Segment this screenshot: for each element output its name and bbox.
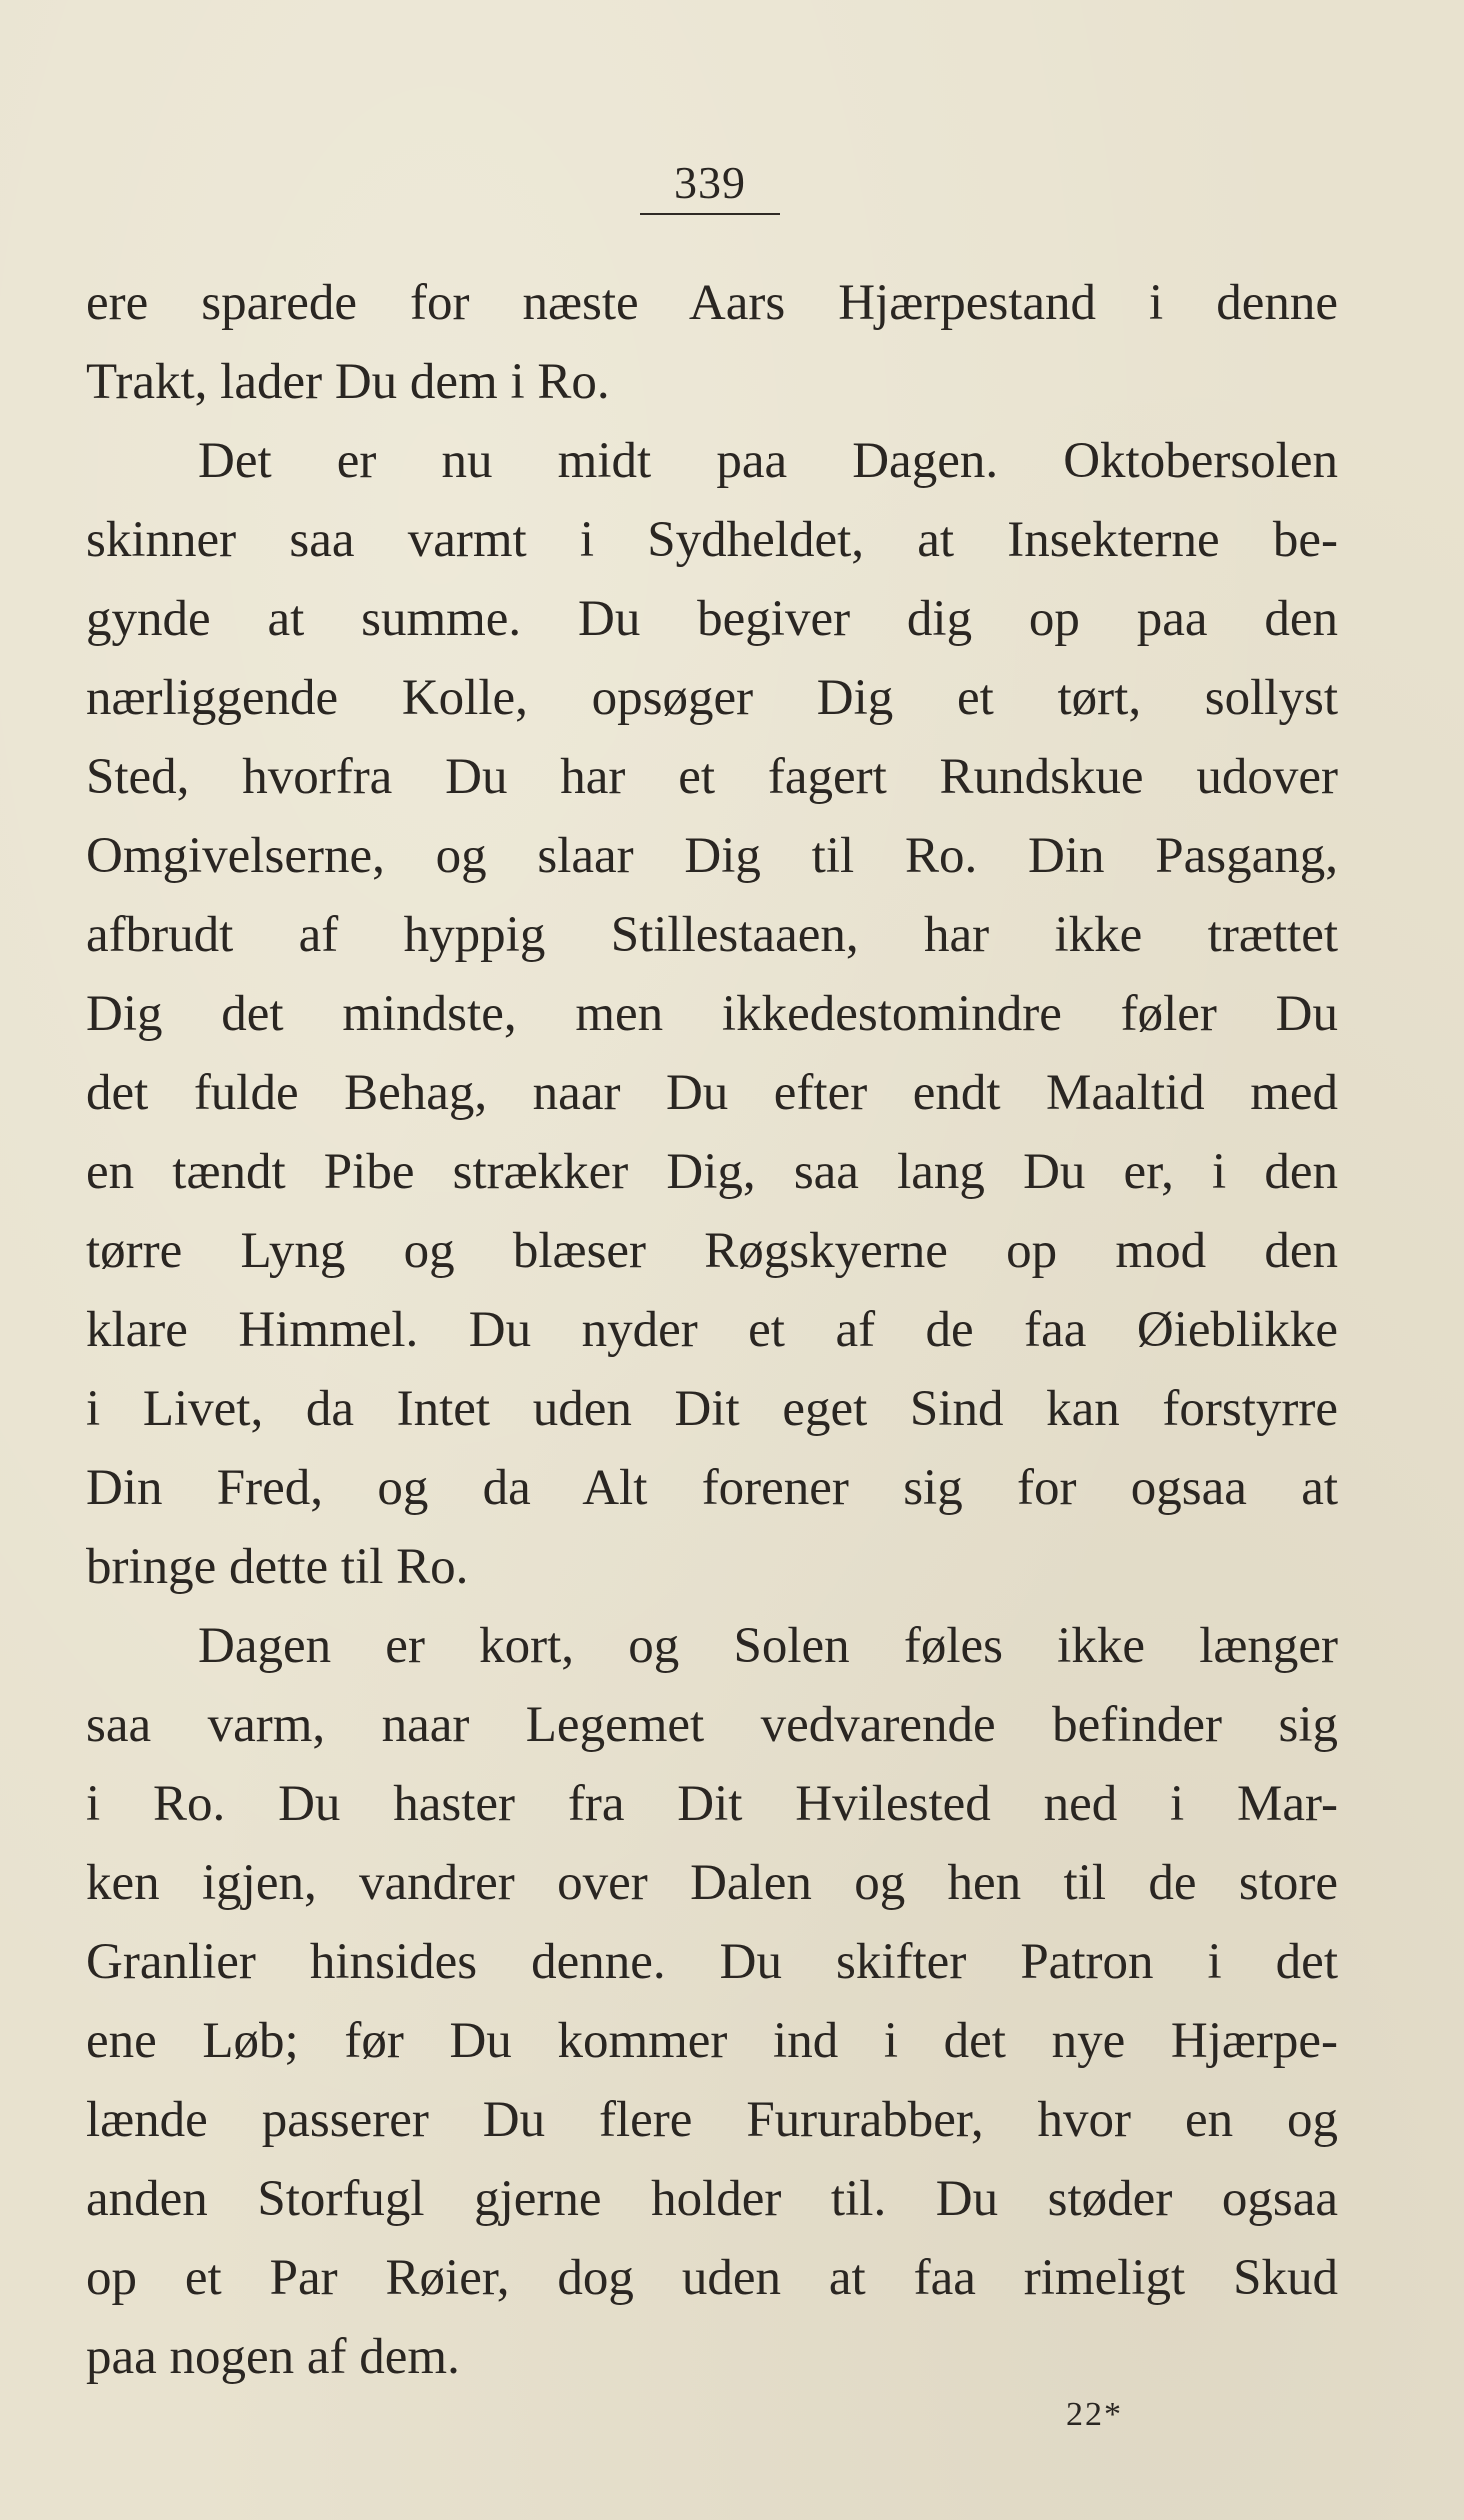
text-line: en tændt Pibe strækker Dig, saa lang Du er, i den bbox=[86, 1144, 1338, 1200]
text-line: nærliggende Kolle, opsøger Dig et tørt, sollyst bbox=[86, 670, 1338, 726]
text-line: paa nogen af dem. bbox=[86, 2329, 460, 2385]
text-line: Din Fred, og da Alt forener sig for ogsaa at bbox=[86, 1460, 1338, 1516]
text-line: Trakt, lader Du dem i Ro. bbox=[86, 354, 610, 410]
text-line: Dig det mindste, men ikkedestomindre føler Du bbox=[86, 986, 1338, 1042]
text-line: i Ro. Du haster fra Dit Hvilested ned i Mar- bbox=[86, 1776, 1338, 1832]
text-line: det fulde Behag, naar Du efter endt Maaltid med bbox=[86, 1065, 1338, 1121]
text-line: klare Himmel. Du nyder et af de faa Øieblikke bbox=[86, 1302, 1338, 1358]
text-line: Det er nu midt paa Dagen. Oktobersolen bbox=[198, 433, 1338, 489]
text-line: saa varm, naar Legemet vedvarende befinder sig bbox=[86, 1697, 1338, 1753]
page-number-header bbox=[640, 155, 780, 215]
text-line: Granlier hinsides denne. Du skifter Patron i det bbox=[86, 1934, 1338, 1990]
page-number: 339 bbox=[674, 157, 746, 208]
printer-signature-mark: 22* bbox=[1066, 2396, 1123, 2433]
text-line: gynde at summe. Du begiver dig op paa den bbox=[86, 591, 1338, 647]
text-line: i Livet, da Intet uden Dit eget Sind kan forstyrre bbox=[86, 1381, 1338, 1437]
text-line: Omgivelserne, og slaar Dig til Ro. Din Pasgang, bbox=[86, 828, 1338, 884]
text-line: Sted, hvorfra Du har et fagert Rundskue udover bbox=[86, 749, 1338, 805]
text-line: ene Løb; før Du kommer ind i det nye Hjærpe- bbox=[86, 2013, 1338, 2069]
text-line: skinner saa varmt i Sydheldet, at Insekterne be- bbox=[86, 512, 1338, 568]
text-line: ere sparede for næste Aars Hjærpestand i denne bbox=[86, 275, 1338, 331]
text-line: op et Par Røier, dog uden at faa rimeligt Skud bbox=[86, 2250, 1338, 2306]
text-line: Dagen er kort, og Solen føles ikke længer bbox=[198, 1618, 1338, 1674]
text-line: afbrudt af hyppig Stillestaaen, har ikke trættet bbox=[86, 907, 1338, 963]
page-number-rule bbox=[640, 213, 780, 215]
text-line: tørre Lyng og blæser Røgskyerne op mod den bbox=[86, 1223, 1338, 1279]
text-line: bringe dette til Ro. bbox=[86, 1539, 469, 1595]
text-line: lænde passerer Du flere Fururabber, hvor en og bbox=[86, 2092, 1338, 2148]
text-line: ken igjen, vandrer over Dalen og hen til de store bbox=[86, 1855, 1338, 1911]
text-line: anden Storfugl gjerne holder til. Du støder ogsaa bbox=[86, 2171, 1338, 2227]
body-text bbox=[86, 264, 1338, 2397]
